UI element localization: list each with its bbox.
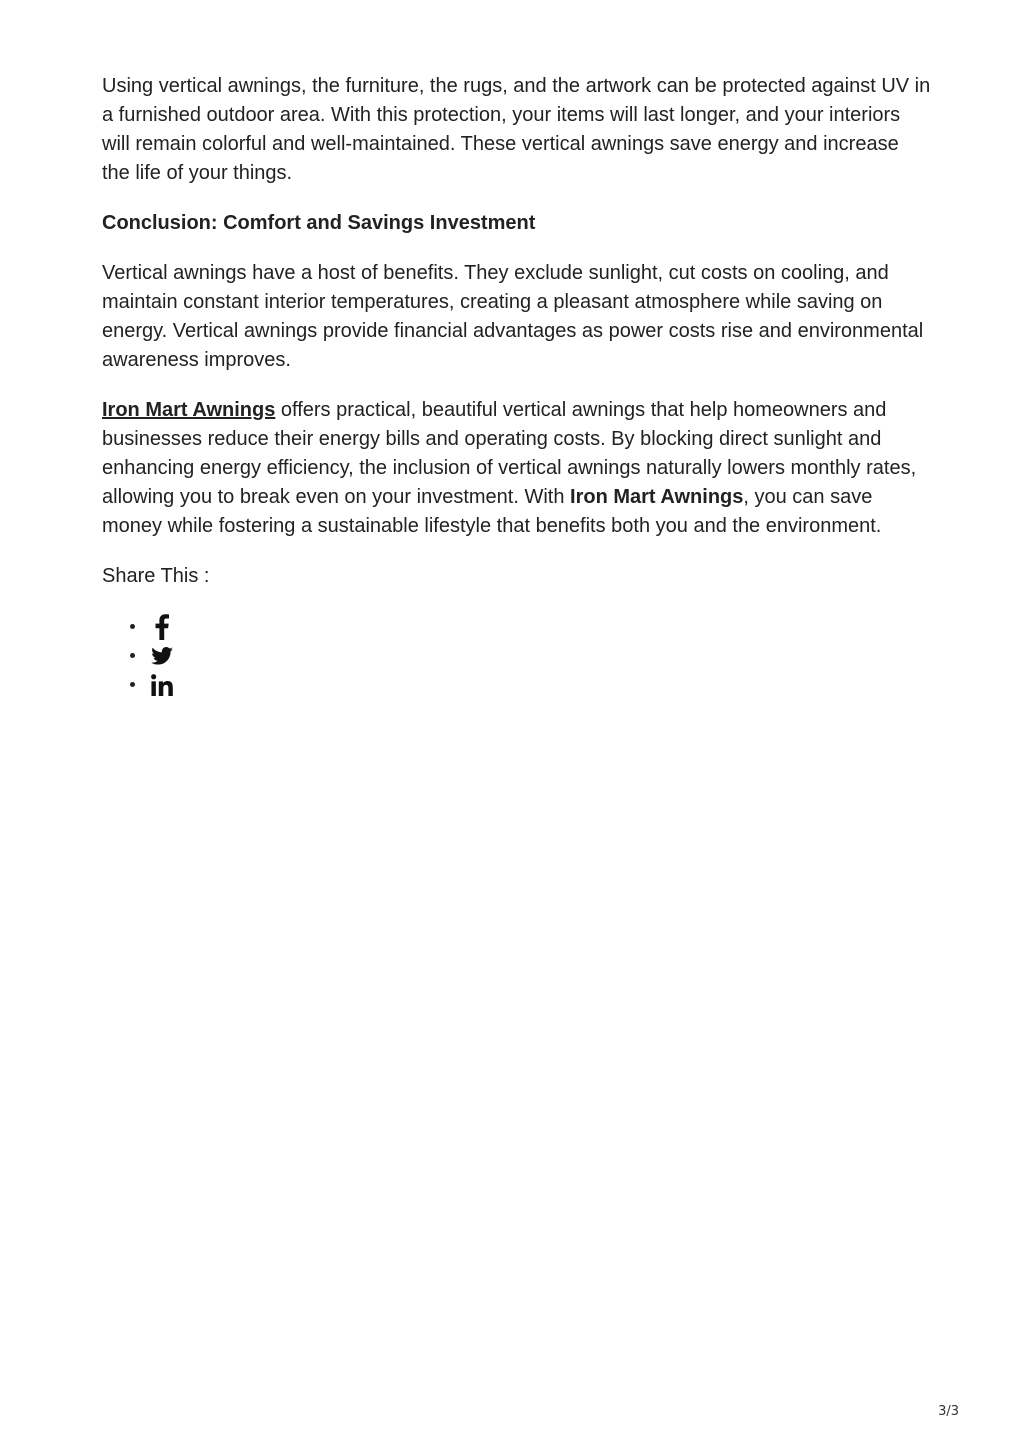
iron-mart-awnings-link[interactable]: Iron Mart Awnings	[102, 399, 276, 421]
share-list	[102, 612, 932, 699]
conclusion-heading: Conclusion: Comfort and Savings Investment	[102, 212, 536, 234]
paragraph-iron-mart	[102, 396, 932, 541]
article-body	[102, 72, 932, 699]
brand-name-bold: Iron Mart Awnings	[570, 486, 744, 508]
list-bullet	[130, 653, 135, 658]
list-bullet	[130, 682, 135, 687]
paragraph-text-b: , you can save money while fostering a sustainable lifestyle that benefits both you and the environment.	[102, 486, 882, 537]
paragraph-benefits: Vertical awnings have a host of benefits. They exclude sunlight, cut costs on cooling, and maintain constant interior temperatures, creating a pleasant atmosphere while saving on energy. Vertical awnings provide financial advantages as power costs rise and environmental awareness improves.	[102, 262, 924, 371]
paragraph-text-a: offers practical, beautiful vertical awnings that help homeowners and businesses reduce their energy bills and operating costs. By blocking direct sunlight and enhancing energy efficiency, the inclusion of vertical awnings naturally lowers monthly rates, allowing you to break even on your investment. With	[102, 399, 917, 508]
linkedin-icon[interactable]	[150, 673, 174, 697]
list-bullet	[130, 624, 135, 629]
share-item-facebook	[130, 612, 932, 641]
twitter-icon[interactable]	[150, 644, 174, 668]
share-item-twitter	[130, 641, 932, 670]
paragraph-uv-protection: Using vertical awnings, the furniture, the rugs, and the artwork can be protected against UV in a furnished outdoor area. With this protection, your items will last longer, and your interiors will remain colorful and well-maintained. These vertical awnings save energy and increase the life of your things.	[102, 75, 931, 184]
page-number: 3/3	[938, 1404, 959, 1419]
share-item-linkedin	[130, 670, 932, 699]
facebook-icon[interactable]	[150, 615, 174, 639]
share-label: Share This :	[102, 565, 210, 587]
